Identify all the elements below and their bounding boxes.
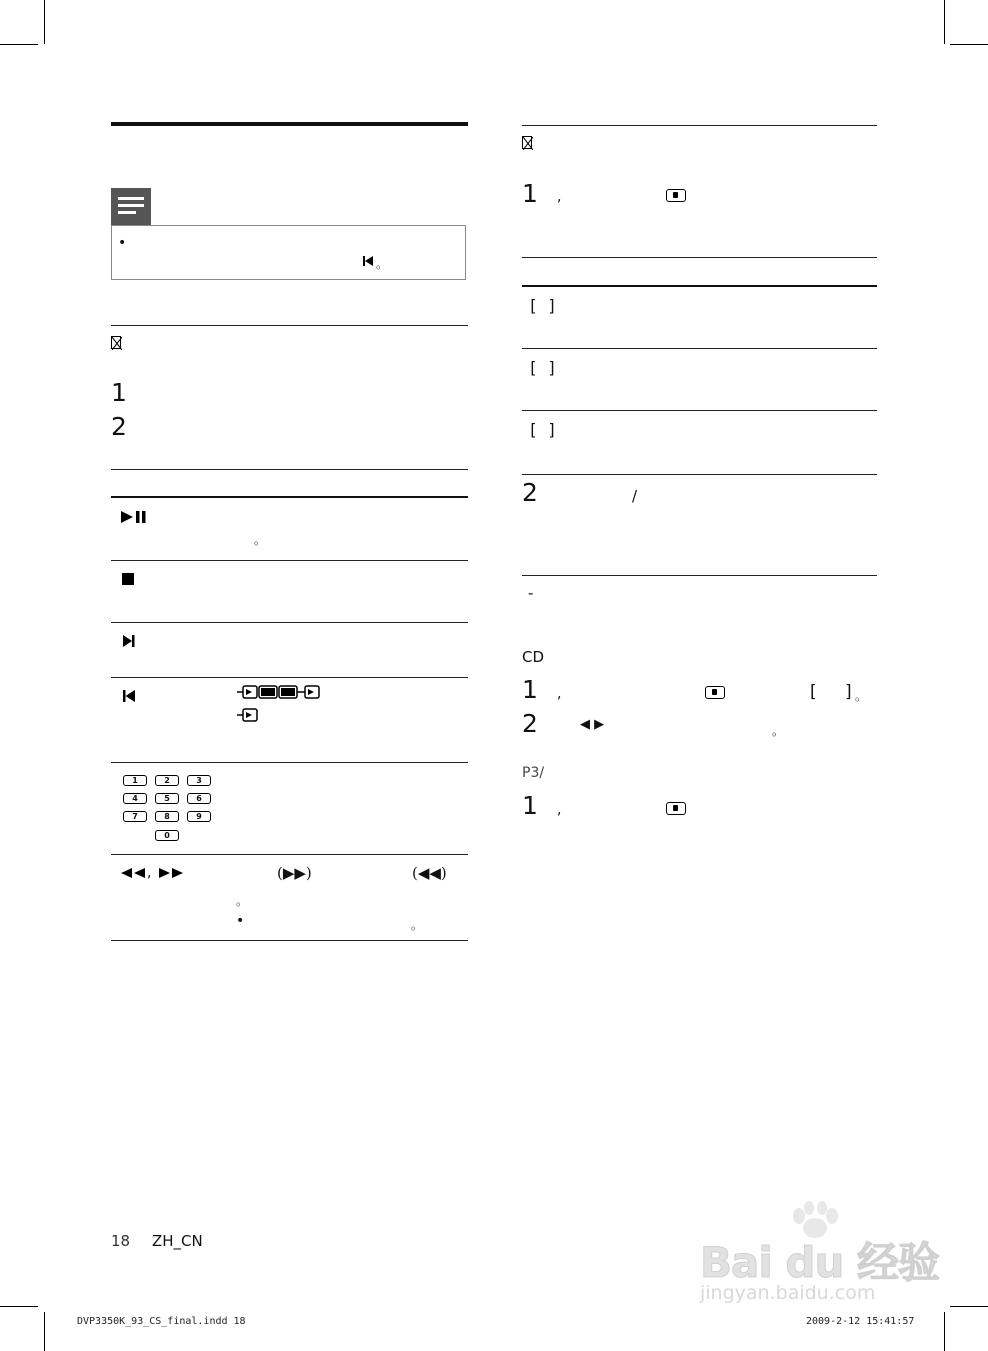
arrow-keys: ◀ ▶	[580, 717, 605, 732]
dash-text: -	[528, 584, 534, 602]
step-slash: /	[632, 487, 638, 505]
step-number: 1	[111, 378, 127, 407]
baidu-watermark	[700, 1200, 939, 1310]
next-icon	[122, 634, 136, 648]
crop-mark	[44, 1312, 45, 1351]
table-row-divider	[111, 854, 468, 855]
keypad-key: 4	[123, 793, 147, 804]
info-button-icon	[666, 802, 686, 815]
step-number: 2	[522, 709, 538, 738]
keypad-key: 3	[187, 775, 211, 786]
step-number: 2	[111, 412, 127, 441]
p3-heading: P3/	[522, 765, 545, 781]
step-number: 1	[522, 179, 538, 208]
divider	[522, 575, 877, 576]
cd-heading: CD	[522, 648, 545, 666]
row-text: 。	[236, 894, 249, 908]
info-button-icon	[666, 189, 686, 202]
table-top-rule	[111, 469, 468, 470]
note-bullet: •	[118, 235, 127, 251]
crop-mark	[950, 1306, 988, 1307]
skip-sequence-icon	[237, 685, 323, 699]
keypad-key: 2	[155, 775, 179, 786]
forward-label: (▶▶)	[277, 864, 312, 882]
stop-icon	[122, 573, 134, 585]
table-top-rule	[522, 257, 877, 258]
step-comma: ,	[557, 189, 562, 205]
option-label: [ ]	[528, 358, 557, 377]
row-bullet: •	[236, 913, 245, 929]
keypad-key: 6	[187, 793, 211, 804]
step-number: 1	[522, 675, 538, 704]
step-period: 。	[855, 689, 868, 703]
crop-mark	[44, 0, 45, 44]
note-box	[111, 225, 466, 280]
keypad-key: 5	[155, 793, 179, 804]
rewind-label: (◀◀)	[412, 864, 447, 882]
fast-forward-icon	[158, 867, 184, 879]
table-row-divider	[111, 677, 468, 678]
missing-glyph-icon	[522, 136, 532, 149]
table-row-divider	[522, 410, 877, 411]
previous-icon	[122, 689, 136, 703]
skip-arrow-icon	[237, 708, 259, 722]
keypad-key: 8	[155, 811, 179, 822]
rewind-icon	[120, 867, 146, 879]
table-header-rule	[522, 285, 877, 287]
watermark-url: jingyan.baidu.com	[700, 1282, 876, 1304]
footer-datetime: 2009-2-12 15:41:57	[806, 1316, 915, 1327]
divider	[522, 125, 877, 126]
table-bottom-rule	[111, 940, 468, 941]
page-number: 18	[111, 1232, 131, 1250]
crop-mark	[0, 44, 38, 45]
table-row-divider	[111, 762, 468, 763]
crop-mark	[944, 0, 945, 44]
row-comma: ,	[147, 865, 152, 881]
keypad-key: 0	[155, 830, 179, 841]
row-text: 。	[254, 533, 267, 547]
page-language: ZH_CN	[152, 1232, 203, 1250]
note-period: 。	[376, 257, 389, 271]
step-comma: ,	[557, 686, 562, 702]
bracket-open: [	[810, 682, 817, 702]
footer-file: DVP3350K_93_CS_final.indd 18	[77, 1316, 246, 1327]
play-pause-icon	[120, 510, 148, 524]
step-number: 1	[522, 791, 538, 820]
crop-mark	[950, 44, 988, 45]
table-header-rule	[111, 496, 468, 498]
divider	[111, 325, 468, 326]
step-number: 2	[522, 478, 538, 507]
table-row-divider	[111, 560, 468, 561]
crop-mark	[0, 1306, 38, 1307]
info-button-icon	[705, 686, 725, 699]
row-text: 。	[411, 918, 424, 932]
option-label: [ ]	[528, 420, 557, 439]
bracket-close: ]	[845, 682, 852, 702]
note-icon	[111, 188, 151, 225]
keypad-key: 7	[123, 811, 147, 822]
option-label: [ ]	[528, 296, 557, 315]
keypad-key: 1	[123, 775, 147, 786]
previous-icon	[362, 255, 374, 267]
table-row-divider	[111, 622, 468, 623]
table-bottom-rule	[522, 474, 877, 475]
table-row-divider	[522, 348, 877, 349]
watermark-brand: Bai du 经验	[700, 1238, 939, 1287]
missing-glyph-icon	[111, 336, 121, 349]
step-period: 。	[772, 724, 785, 738]
step-comma: ,	[557, 802, 562, 818]
crop-mark	[944, 1312, 945, 1351]
keypad-key: 9	[187, 811, 211, 822]
section-rule	[111, 122, 468, 126]
